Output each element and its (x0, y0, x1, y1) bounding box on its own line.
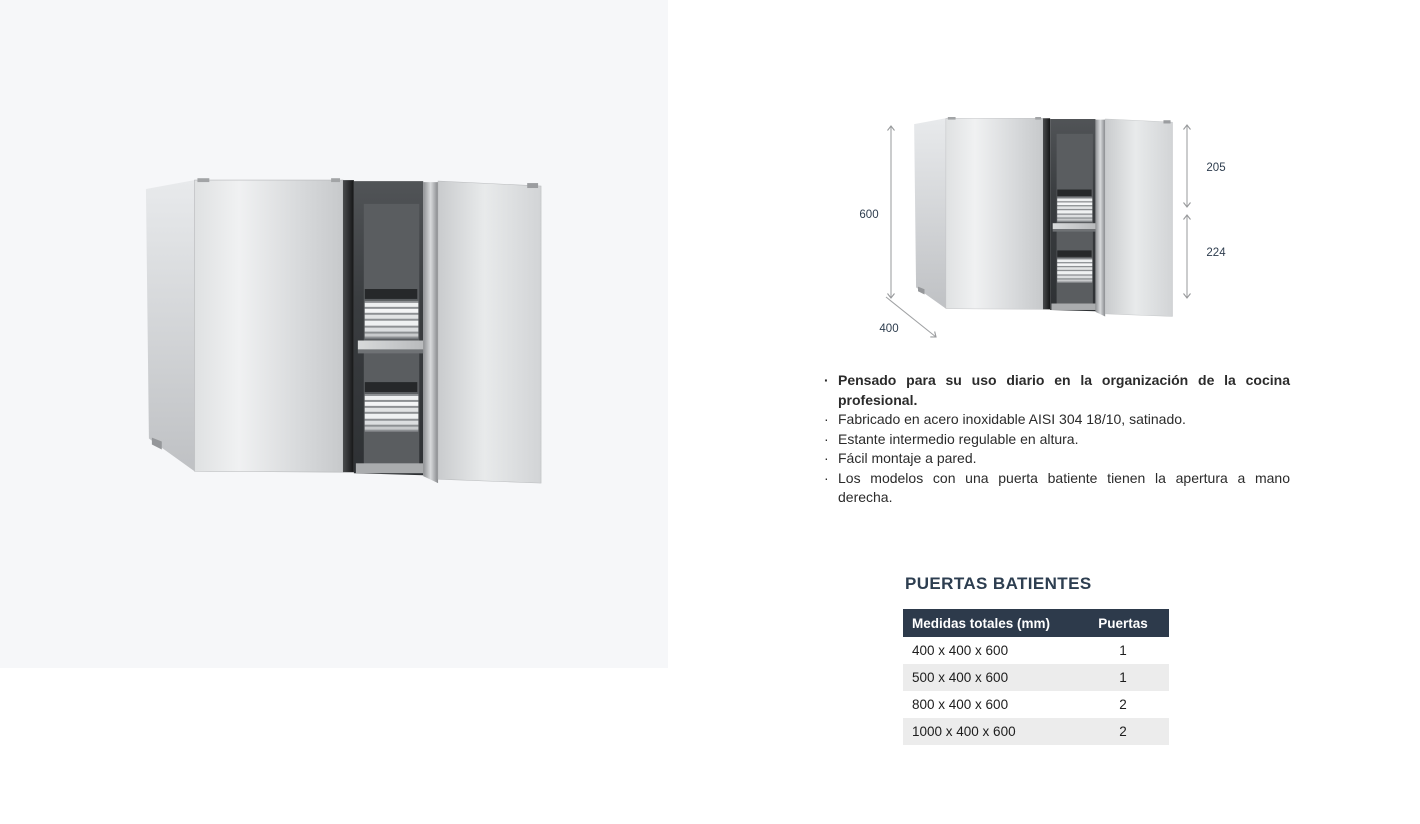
cell-puertas: 1 (1119, 643, 1127, 658)
dimension-diagram (855, 112, 1255, 357)
section-title: PUERTAS BATIENTES (905, 574, 1092, 593)
feature-item (822, 371, 1290, 410)
feature-item (822, 430, 1290, 450)
col-header-medidas: Medidas totales (mm) (903, 609, 1077, 637)
cabinet-product-photo (140, 178, 546, 507)
table-row (903, 718, 1169, 745)
bullet-marker: · (824, 469, 829, 486)
feature-list (822, 371, 1290, 508)
feature-text: Pensado para su uso diario en la organización de la cocina profesional. (838, 372, 1290, 408)
feature-text: Fabricado en acero inoxidable AISI 304 18/10, satinado. (838, 411, 1186, 427)
feature-text: Fácil montaje a pared. (838, 450, 977, 466)
product-photo-panel (0, 0, 668, 668)
bullet-marker: · (824, 430, 829, 447)
table-row (903, 664, 1169, 691)
dimension-label-depth: 400 (879, 323, 899, 335)
cell-puertas: 1 (1119, 670, 1127, 685)
cell-medidas: 500 x 400 x 600 (912, 670, 1009, 685)
spec-table (903, 609, 1169, 745)
feature-item (822, 410, 1290, 430)
table-row (903, 691, 1169, 718)
table-row (903, 637, 1169, 664)
cell-medidas: 400 x 400 x 600 (912, 643, 1009, 658)
bullet-marker: · (824, 450, 829, 466)
bullet-marker: · (824, 411, 829, 427)
dimension-label-height: 600 (859, 209, 879, 221)
cell-medidas: 1000 x 400 x 600 (912, 724, 1016, 739)
cell-puertas: 2 (1119, 724, 1127, 739)
col-header-puertas: Puertas (1077, 609, 1169, 637)
cell-puertas: 2 (1119, 697, 1127, 712)
dimension-label-lower-section: 224 (1206, 247, 1226, 259)
cell-medidas: 800 x 400 x 600 (912, 697, 1009, 712)
feature-item (822, 469, 1290, 508)
feature-text: Los modelos con una puerta batiente tienen la apertura a mano derecha. (838, 469, 1290, 505)
feature-item (822, 449, 1290, 469)
dimension-label-upper-section: 205 (1206, 162, 1226, 174)
bullet-marker: · (824, 372, 829, 388)
dimension-arrows (855, 112, 1255, 357)
feature-text: Estante intermedio regulable en altura. (838, 430, 1079, 447)
table-header-row (903, 609, 1169, 637)
